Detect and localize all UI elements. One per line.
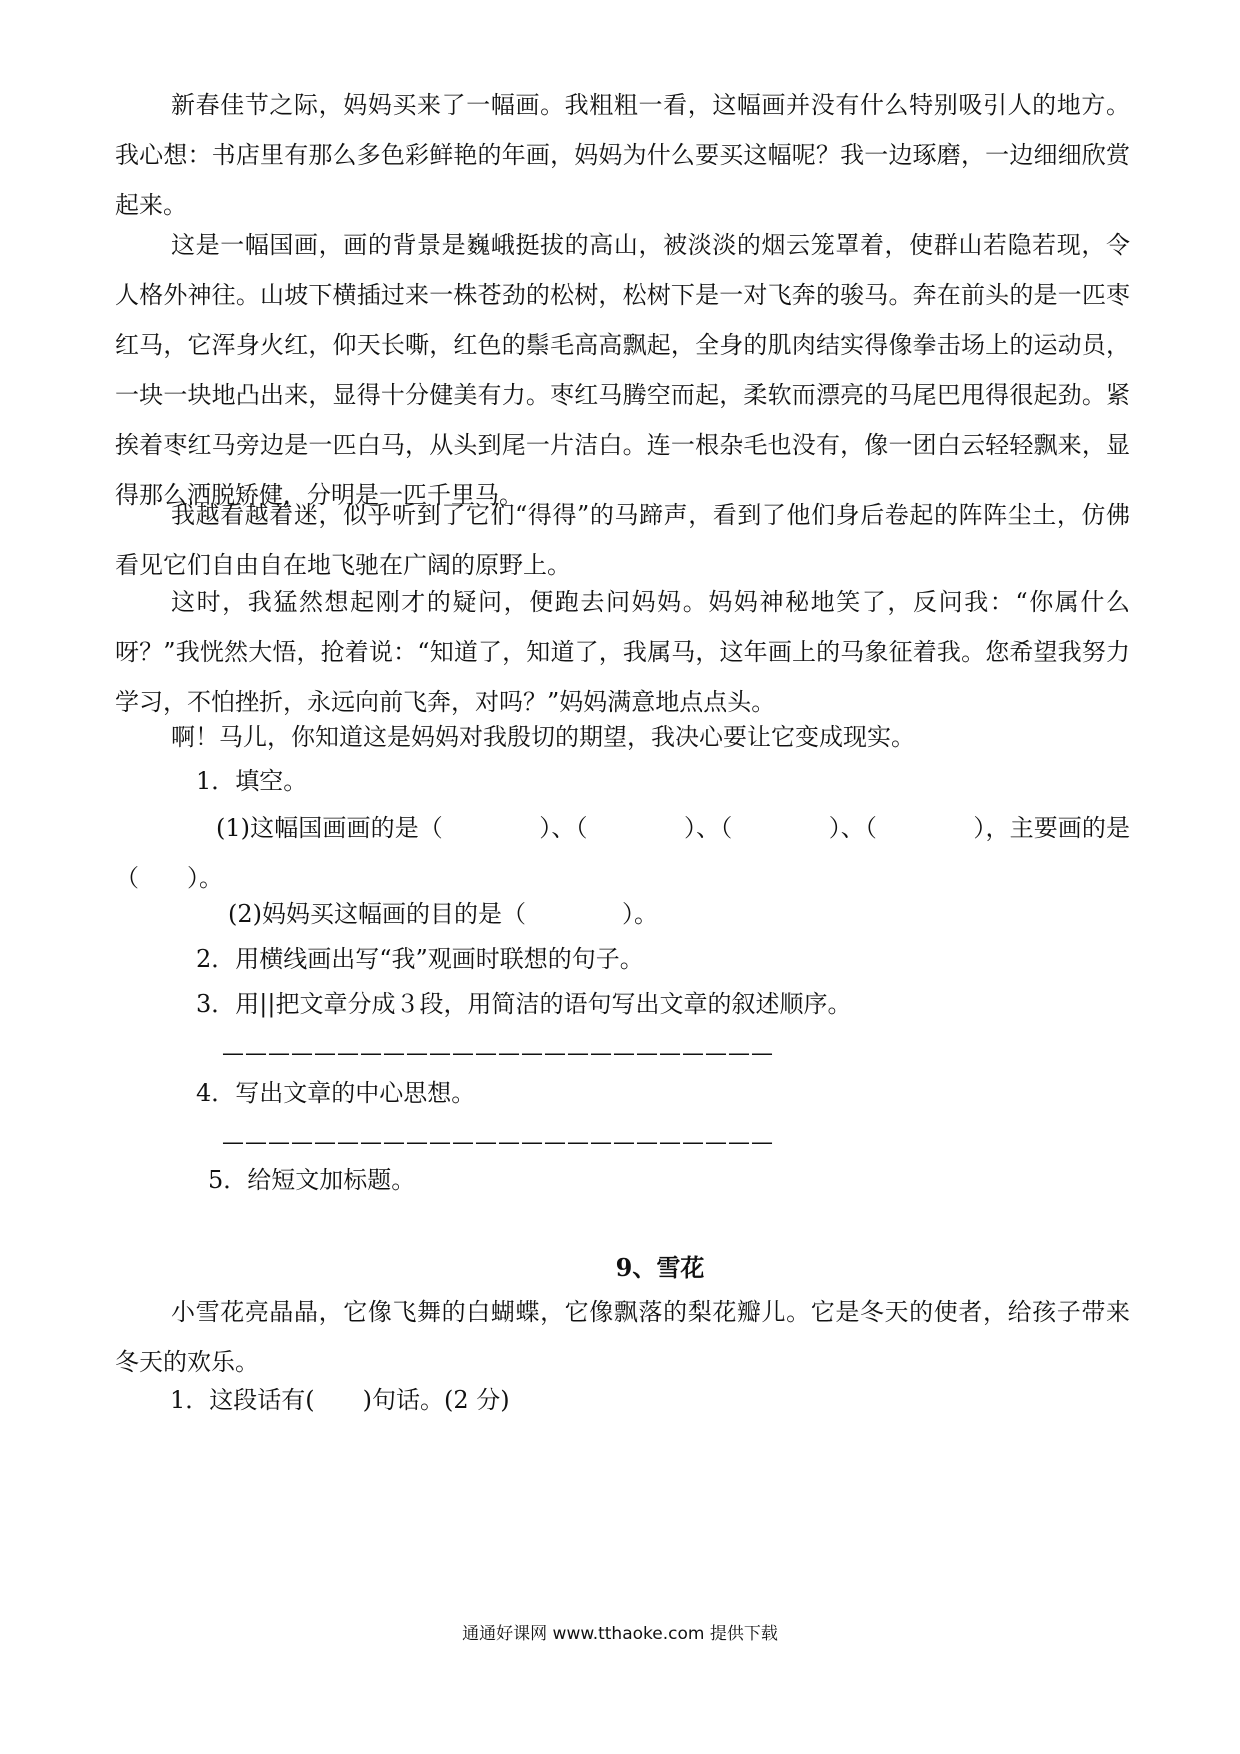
question-3-answer-line: ————————————————————————	[222, 1041, 774, 1066]
passage-paragraph-2: 这是一幅国画，画的背景是巍峨挺拔的高山，被淡淡的烟云笼罩着，使群山若隐若现，令人格外神往。山坡下横插过来一株苍劲的松树，松树下是一对飞奔的骏马。奔在前头的是一匹枣红马，它浑身火红，仰天长嘶，红色的鬃毛高高飘起，全身的肌肉结实得像拳击场上的运动员，一块一块地凸出来，显得十分健美有力。枣红马腾空而起，柔软而漂亮的马尾巴甩得很起劲。紧挨着枣红马旁边是一匹白马，从头到尾一片洁白。连一根杂毛也没有，像一团白云轻轻飘来，显得那么洒脱矫健，分明是一匹千里马。	[115, 231, 1130, 509]
question-3: 3．用||把文章分成３段，用简洁的语句写出文章的叙述顺序。	[196, 990, 852, 1018]
page-footer: 通通好课网 www.tthaoke.com 提供下载	[462, 1624, 778, 1644]
passage-paragraph-4: 这时，我猛然想起刚才的疑问，便跑去问妈妈。妈妈神秘地笑了，反问我：“你属什么呀？”我恍然大悟，抢着说：“知道了，知道了，我属马，这年画上的马象征着我。您希望我努力学习，不怕挫折，永远向前飞奔，对吗？”妈妈满意地点点头。	[115, 588, 1130, 716]
passage-paragraph-1: 新春佳节之际，妈妈买来了一幅画。我粗粗一看，这幅画并没有什么特别吸引人的地方。我心想：书店里有那么多色彩鲜艳的年画，妈妈为什么要买这幅呢？我一边琢磨，一边细细欣赏起来。	[115, 91, 1130, 219]
section-question-1: 1．这段话有( )句话。(2 分)	[170, 1386, 510, 1414]
question-1: 1．填空。	[196, 767, 308, 795]
question-2: 2．用横线画出写“我”观画时联想的句子。	[196, 945, 644, 973]
passage-paragraph-5: 啊！马儿，你知道这是妈妈对我殷切的期望，我决心要让它变成现实。	[171, 723, 915, 751]
question-4: 4．写出文章的中心思想。	[196, 1079, 476, 1107]
section-title: 9、雪花	[615, 1253, 705, 1282]
question-1-part-1: (1)这幅国画画的是（ ）、（ ）、（ ）、（ ），主要画的是（ ）。	[115, 814, 1130, 892]
section-paragraph: 小雪花亮晶晶，它像飞舞的白蝴蝶，它像飘落的梨花瓣儿。它是冬天的使者，给孩子带来冬天的欢乐。	[115, 1298, 1130, 1376]
passage-paragraph-3: 我越看越着迷，似乎听到了它们“得得”的马蹄声，看到了他们身后卷起的阵阵尘土，仿佛看见它们自由自在地飞驰在广阔的原野上。	[115, 501, 1130, 579]
question-1-part-2: (2)妈妈买这幅画的目的是（ ）。	[228, 900, 658, 928]
question-4-answer-line: ————————————————————————	[222, 1130, 774, 1155]
question-5: 5．给短文加标题。	[208, 1166, 416, 1194]
